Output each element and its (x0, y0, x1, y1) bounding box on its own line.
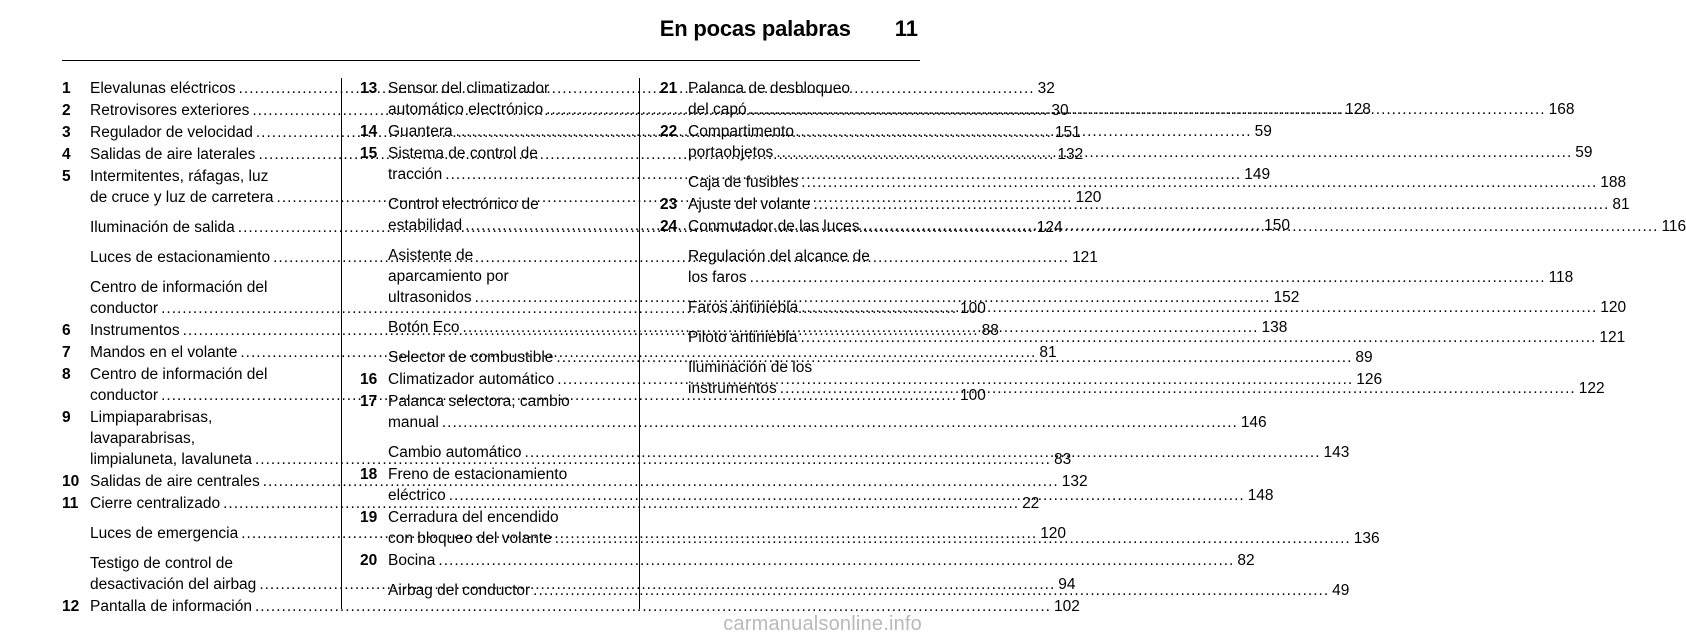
page-reference: 143 (1323, 444, 1350, 461)
item-number (62, 277, 90, 319)
dot-leader (801, 297, 1597, 318)
page-reference: 89 (1355, 349, 1373, 366)
item-number: 4 (62, 146, 71, 163)
item-number: 14 (360, 123, 378, 140)
item-number: 15 (360, 145, 378, 162)
page-reference: 150 (1264, 217, 1290, 234)
item-number (360, 194, 388, 236)
page-reference: 188 (1600, 174, 1627, 191)
item-number (660, 297, 688, 318)
page-reference: 81 (1039, 344, 1057, 361)
item-number (660, 172, 688, 193)
entry-label: Cierre centralizado (90, 495, 221, 512)
item-number: 5 (62, 168, 71, 185)
page-reference: 151 (1054, 124, 1081, 141)
item-number: 16 (360, 371, 378, 388)
entry-last-line (688, 142, 1593, 163)
entry-label: limpialuneta, lavaluneta (90, 451, 252, 468)
entry-label: Salidas de aire laterales (90, 146, 256, 163)
watermark: carmanualsonline.info (723, 613, 922, 635)
entry-last-line (688, 99, 1574, 120)
entry-last-line (688, 378, 1605, 399)
item-number (62, 247, 90, 268)
entry-label: Pantalla de información (90, 598, 252, 615)
entry-text (388, 507, 1380, 549)
item-number (660, 327, 688, 348)
index-entry (360, 550, 1255, 571)
item-number (660, 357, 688, 399)
item-number (62, 217, 90, 238)
page-reference: 148 (1247, 487, 1274, 504)
dot-leader (813, 194, 1609, 215)
page-reference: 126 (1356, 371, 1383, 388)
page-reference: 88 (981, 322, 999, 339)
item-number: 10 (62, 473, 80, 490)
item-number: 11 (62, 495, 79, 512)
entry-label: Conmutador de las luces (688, 218, 860, 235)
item-number: 17 (360, 393, 378, 410)
dot-leader (525, 442, 1321, 463)
entry-line: Sistema de control de (388, 145, 538, 162)
item-number: 24 (660, 218, 678, 235)
page-reference: 100 (960, 387, 986, 404)
entry-label: ultrasonidos (388, 289, 472, 306)
entry-label: Climatizador automático (388, 371, 555, 388)
page-reference: 102 (1053, 598, 1080, 615)
page-reference: 152 (1273, 289, 1300, 306)
entry-text (688, 327, 1625, 348)
header-rule (62, 60, 920, 61)
page-reference: 22 (1022, 495, 1040, 512)
entry-label: conductor (90, 387, 159, 404)
item-number: 6 (62, 322, 71, 339)
entry-text (388, 464, 1274, 506)
page-reference: 136 (1353, 530, 1380, 547)
item-number: 13 (360, 80, 378, 97)
dot-leader (438, 550, 1234, 571)
item-number: 9 (62, 409, 71, 426)
page-reference: 146 (1240, 414, 1267, 431)
entry-line: Intermitentes, ráfagas, luz (90, 168, 269, 185)
item-number (360, 347, 388, 368)
dot-leader (780, 378, 1576, 399)
page-reference: 32 (1037, 80, 1055, 97)
entry-line: Compartimento (688, 123, 794, 140)
entry-line: Cerradura del encendido (388, 509, 559, 526)
entry-label: Retrovisores exteriores (90, 102, 250, 119)
entry-line: Palanca de desbloqueo (688, 80, 851, 97)
page-reference: 49 (1332, 582, 1350, 599)
entry-line: Testigo de control de (90, 555, 234, 572)
entry-last-line (688, 216, 1686, 237)
item-number: 3 (62, 124, 71, 141)
page-reference: 128 (1345, 101, 1371, 118)
item-number (660, 246, 688, 288)
page-reference: 168 (1548, 101, 1575, 118)
item-number (360, 245, 388, 308)
entry-line: Control electrónico de (388, 196, 539, 213)
page-reference: 121 (1599, 329, 1626, 346)
page-reference: 100 (960, 300, 986, 317)
item-number: 22 (660, 123, 678, 140)
page-reference: 83 (1053, 451, 1072, 468)
entry-last-line (388, 442, 1349, 463)
entry-last-line (688, 194, 1630, 215)
entry-text (688, 297, 1626, 318)
entry-label: Bocina (388, 552, 436, 569)
page-reference: 120 (1040, 525, 1067, 542)
entry-label: Airbag del conductor (388, 582, 531, 599)
entry-label: Selector de combustible (388, 349, 554, 366)
entry-label: eléctrico (388, 487, 446, 504)
item-number: 2 (62, 102, 71, 119)
entry-text (688, 121, 1593, 163)
page-reference: 59 (1575, 144, 1593, 161)
dot-leader (533, 580, 1329, 601)
entry-line: Sensor del climatizador (388, 80, 550, 97)
entry-last-line (388, 550, 1255, 571)
entry-label: de cruce y luz de carretera (90, 189, 274, 206)
entry-label: manual (388, 414, 439, 431)
entry-text (688, 172, 1626, 193)
page-reference: 138 (1261, 319, 1288, 336)
entry-text (688, 78, 1574, 120)
entry-text (388, 550, 1255, 571)
entry-line: Iluminación de los (688, 359, 813, 376)
entry-label: Regulador de velocidad (90, 124, 253, 141)
item-number (360, 442, 388, 463)
page-reference: 59 (1254, 123, 1272, 140)
column-divider (341, 78, 342, 609)
dot-leader (801, 172, 1597, 193)
entry-label: instrumentos (688, 380, 777, 397)
entry-line: Centro de información del (90, 279, 268, 296)
entry-last-line (388, 528, 1380, 549)
entry-text (688, 246, 1573, 288)
item-number: 1 (62, 80, 71, 97)
entry-label: Ajuste del volante (688, 196, 811, 213)
item-number (360, 317, 388, 338)
item-number: 20 (360, 552, 378, 569)
entry-line: lavaparabrisas, (90, 430, 196, 447)
dot-leader (800, 327, 1596, 348)
entry-last-line (688, 297, 1626, 318)
entry-label: Instrumentos (90, 322, 180, 339)
entry-label: Guantera (388, 123, 453, 140)
page-reference: 30 (1051, 102, 1069, 119)
entry-label: los faros (688, 269, 747, 286)
entry-last-line (688, 172, 1626, 193)
column-divider (639, 78, 640, 609)
entry-last-line (688, 327, 1625, 348)
entry-last-line (388, 412, 1267, 433)
entry-label: Salidas de aire centrales (90, 473, 260, 490)
item-number (62, 523, 90, 544)
entry-line: Centro de información del (90, 366, 268, 383)
entry-label: Luces de emergencia (90, 525, 239, 542)
entry-text (388, 580, 1349, 601)
page-reference: 121 (1072, 249, 1098, 266)
entry-line: Limpiaparabrisas, (90, 409, 213, 426)
entry-text (688, 194, 1630, 215)
item-number: 18 (360, 466, 378, 483)
entry-text (688, 216, 1686, 237)
page-reference: 120 (1600, 299, 1627, 316)
entry-text (388, 442, 1349, 463)
page-reference: 124 (1036, 219, 1063, 236)
item-number: 19 (360, 509, 378, 526)
dot-leader (555, 528, 1351, 549)
entry-label: tracción (388, 166, 443, 183)
header-title: En pocas palabras (659, 16, 851, 41)
entry-label: conductor (90, 300, 159, 317)
entry-label: con bloqueo del volante (388, 530, 552, 547)
page-reference: 132 (1057, 146, 1084, 163)
page-reference: 118 (1548, 269, 1574, 286)
dot-leader (862, 216, 1658, 237)
entry-label: del capó (688, 101, 747, 118)
dot-leader (750, 267, 1546, 288)
entry-last-line (388, 485, 1274, 506)
entry-line: Palanca selectora, cambio (388, 393, 570, 410)
item-number (360, 580, 388, 601)
item-number: 12 (62, 598, 80, 615)
item-number: 23 (660, 196, 678, 213)
item-number (62, 553, 90, 595)
page-reference: 149 (1244, 166, 1271, 183)
entry-last-line (688, 267, 1573, 288)
index-entry (62, 596, 1080, 617)
dot-leader (449, 485, 1245, 506)
entry-label: estabilidad (388, 217, 463, 234)
page-reference: 82 (1237, 552, 1255, 569)
item-number: 8 (62, 366, 71, 383)
page-reference: 94 (1058, 576, 1076, 593)
entry-label: desactivación del airbag (90, 576, 257, 593)
entry-line: Freno de estacionamiento (388, 466, 568, 483)
entry-label: Caja de fusibles (688, 174, 799, 191)
page-reference: 116 (1661, 218, 1686, 235)
page-reference: 122 (1578, 380, 1605, 397)
entry-label: Iluminación de salida (90, 219, 235, 236)
page-reference: 120 (1075, 189, 1102, 206)
entry-label: Elevalunas eléctricos (90, 80, 236, 97)
page-reference: 132 (1061, 473, 1088, 490)
page-reference: 81 (1612, 196, 1630, 213)
entry-label: Piloto antiniebla (688, 329, 798, 346)
entry-label: Faros antiniebla (688, 299, 799, 316)
entry-line: Asistente de (388, 247, 474, 264)
item-number: 7 (62, 344, 71, 361)
entry-label: Luces de estacionamiento (90, 249, 271, 266)
dot-leader (776, 142, 1572, 163)
entry-line: aparcamiento por (388, 268, 509, 285)
page-number: 11 (894, 16, 918, 41)
entry-label: portaobjetos (688, 144, 774, 161)
dot-leader (750, 99, 1546, 120)
dot-leader (442, 412, 1238, 433)
entry-label: Botón Eco (388, 319, 460, 336)
entry-line: Regulación del alcance de (688, 248, 870, 265)
item-number: 21 (660, 80, 678, 97)
entry-label: automático electrónico (388, 101, 544, 118)
entry-text (688, 357, 1605, 399)
entry-last-line (388, 580, 1349, 601)
entry-label: Mandos en el volante (90, 344, 238, 361)
page-header (660, 16, 918, 42)
entry-label: Cambio automático (388, 444, 522, 461)
